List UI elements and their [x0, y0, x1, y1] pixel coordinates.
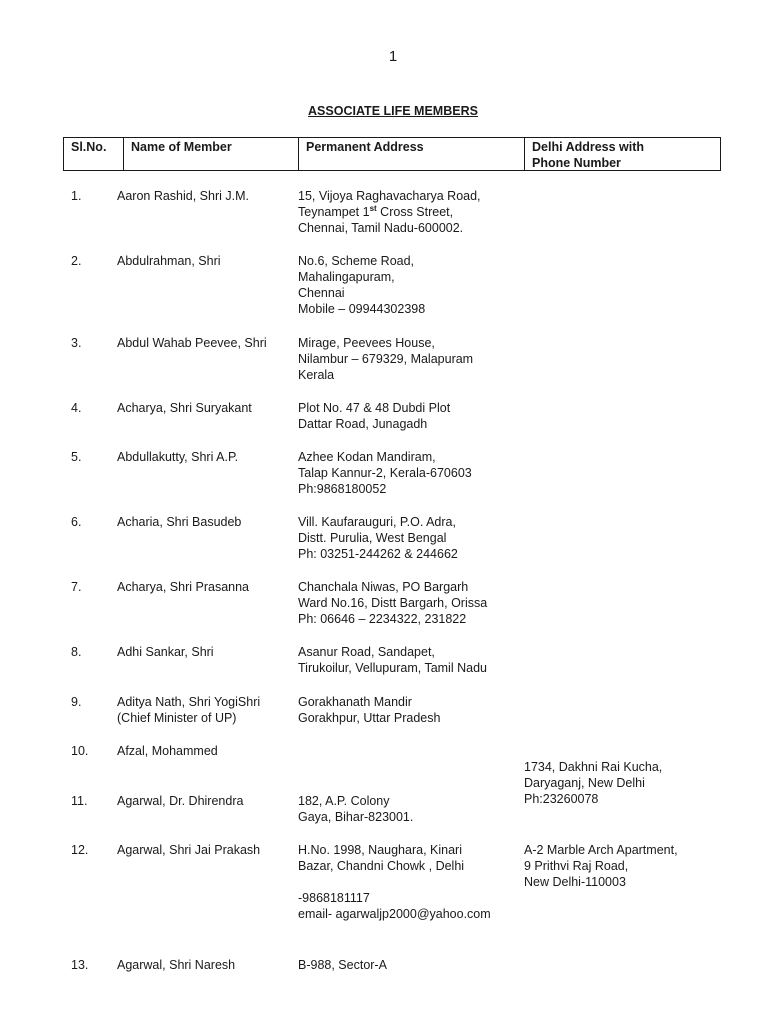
- permanent-address-line: Ph: 06646 – 2234322, 231822: [298, 612, 467, 626]
- delhi-address-line: Daryaganj, New Delhi: [524, 776, 645, 790]
- member-name: [117, 743, 218, 759]
- permanent-address: [298, 188, 481, 236]
- delhi-address-line: 9 Prithvi Raj Road,: [524, 859, 629, 873]
- delhi-address-line: [524, 743, 662, 759]
- permanent-address-line: B-988, Sector-A: [298, 958, 387, 972]
- permanent-address-line: Mobile – 09944302398: [298, 302, 426, 316]
- permanent-address-line: Bazar, Chandni Chowk , Delhi: [298, 859, 465, 873]
- header-delhi-address: [525, 138, 720, 170]
- page-number: 1: [388, 48, 398, 65]
- member-name-line: Agarwal, Dr. Dhirendra: [117, 794, 244, 808]
- document-heading: [0, 104, 768, 118]
- delhi-address-line: New Delhi-110003: [524, 875, 626, 889]
- permanent-address-line: Azhee Kodan Mandiram,: [298, 450, 436, 464]
- permanent-address-line: Tirukoilur, Vellupuram, Tamil Nadu: [298, 661, 487, 675]
- permanent-address: [298, 514, 458, 562]
- header-delhi-line2: Phone Number: [532, 156, 621, 170]
- row-sl-no: 4.: [71, 401, 82, 415]
- header-delhi-line1: Delhi Address with: [532, 140, 645, 154]
- permanent-address-line: Ph:9868180052: [298, 482, 387, 496]
- permanent-address-line: No.6, Scheme Road,: [298, 254, 415, 268]
- member-name: [117, 694, 260, 726]
- permanent-address-line: Kerala: [298, 368, 335, 382]
- member-name-line: Acharya, Shri Suryakant: [117, 401, 252, 415]
- row-sl-no: 3.: [71, 336, 82, 350]
- heading-text: ASSOCIATE LIFE MEMBERS: [308, 104, 478, 118]
- row-sl-no: 7.: [71, 580, 82, 594]
- permanent-address-line: H.No. 1998, Naughara, Kinari: [298, 843, 462, 857]
- permanent-address: [298, 842, 491, 922]
- permanent-address-line: Gaya, Bihar-823001.: [298, 810, 414, 824]
- member-name: [117, 514, 241, 530]
- row-sl-no: 8.: [71, 645, 82, 659]
- member-name-line: Agarwal, Shri Naresh: [117, 958, 236, 972]
- member-name-line: Abdulrahman, Shri: [117, 254, 221, 268]
- permanent-address: [298, 400, 450, 432]
- row-sl-no: 11.: [71, 794, 88, 808]
- member-name: [117, 400, 252, 416]
- member-name-line: Aaron Rashid, Shri J.M.: [117, 189, 249, 203]
- member-name-line: Afzal, Mohammed: [117, 744, 218, 758]
- permanent-address-line: Gorakhanath Mandir: [298, 695, 412, 709]
- permanent-address-line: [298, 874, 491, 890]
- delhi-address-line: A-2 Marble Arch Apartment,: [524, 843, 678, 857]
- permanent-address-line: Talap Kannur-2, Kerala-670603: [298, 466, 472, 480]
- permanent-address-line: Gorakhpur, Uttar Pradesh: [298, 711, 441, 725]
- permanent-address-line: Plot No. 47 & 48 Dubdi Plot: [298, 401, 451, 415]
- permanent-address-line: Chennai: [298, 286, 345, 300]
- row-sl-no: 10.: [71, 744, 89, 758]
- delhi-address-line: 1734, Dakhni Rai Kucha,: [524, 760, 663, 774]
- permanent-address-line: -9868181117: [298, 891, 370, 905]
- member-name: [117, 449, 238, 465]
- header-sl-no: Sl.No.: [64, 138, 124, 170]
- member-name-line: Aditya Nath, Shri YogiShri: [117, 695, 261, 709]
- member-name-line: Abdullakutty, Shri A.P.: [117, 450, 239, 464]
- permanent-address-line: Chennai, Tamil Nadu-600002.: [298, 221, 464, 235]
- permanent-address: [298, 957, 387, 973]
- member-name: [117, 253, 221, 269]
- permanent-address-line: Nilambur – 679329, Malapuram: [298, 352, 474, 366]
- table-header: [63, 137, 721, 171]
- permanent-address: [298, 694, 440, 726]
- permanent-address-line: Mirage, Peevees House,: [298, 336, 435, 350]
- delhi-address: [524, 842, 678, 890]
- member-name: [117, 842, 260, 858]
- delhi-address-line: Ph:23260078: [524, 792, 599, 806]
- row-sl-no: 12.: [71, 843, 89, 857]
- permanent-address: [298, 253, 425, 317]
- delhi-address: [524, 743, 662, 807]
- permanent-address-line: Asanur Road, Sandapet,: [298, 645, 435, 659]
- permanent-address-line: Vill. Kaufarauguri, P.O. Adra,: [298, 515, 456, 529]
- row-sl-no: 5.: [71, 450, 82, 464]
- member-name: [117, 644, 214, 660]
- permanent-address: [298, 449, 472, 497]
- member-name: [117, 188, 249, 204]
- permanent-address: [298, 644, 487, 676]
- permanent-address: [298, 793, 413, 825]
- member-name-line: Acharya, Shri Prasanna: [117, 580, 250, 594]
- permanent-address-line: Dattar Road, Junagadh: [298, 417, 428, 431]
- row-sl-no: 9.: [71, 695, 82, 709]
- member-name-line: Acharia, Shri Basudeb: [117, 515, 242, 529]
- address-line-tail: Cross Street,: [376, 205, 454, 219]
- member-name: [117, 957, 235, 973]
- header-permanent-address: Permanent Address: [299, 138, 525, 170]
- row-sl-no: 13.: [71, 958, 89, 972]
- member-name: [117, 335, 267, 351]
- member-name-line: Abdul Wahab Peevee, Shri: [117, 336, 267, 350]
- permanent-address-line: Ph: 03251-244262 & 244662: [298, 547, 458, 561]
- permanent-address-line: Distt. Purulia, West Bengal: [298, 531, 447, 545]
- permanent-address-line: Mahalingapuram,: [298, 270, 395, 284]
- row-sl-no: 6.: [71, 515, 82, 529]
- row-sl-no: 1.: [71, 189, 82, 203]
- permanent-address-line: Ward No.16, Distt Bargarh, Orissa: [298, 596, 488, 610]
- permanent-address-line: 15, Vijoya Raghavacharya Road,: [298, 189, 481, 203]
- row-sl-no: 2.: [71, 254, 82, 268]
- member-name-line: Adhi Sankar, Shri: [117, 645, 214, 659]
- member-name-line: Agarwal, Shri Jai Prakash: [117, 843, 261, 857]
- member-name: [117, 793, 243, 809]
- permanent-address: [298, 579, 487, 627]
- permanent-address-line: Teynampet 1st Cross Street,: [298, 203, 454, 219]
- member-name: [117, 579, 249, 595]
- header-name: Name of Member: [124, 138, 299, 170]
- permanent-address: [298, 335, 473, 383]
- permanent-address-line: email- agarwaljp2000@yahoo.com: [298, 907, 491, 921]
- permanent-address-line: 182, A.P. Colony: [298, 794, 390, 808]
- permanent-address-line: Chanchala Niwas, PO Bargarh: [298, 580, 469, 594]
- member-name-line: (Chief Minister of UP): [117, 711, 237, 725]
- ordinal-superscript: st: [369, 203, 377, 213]
